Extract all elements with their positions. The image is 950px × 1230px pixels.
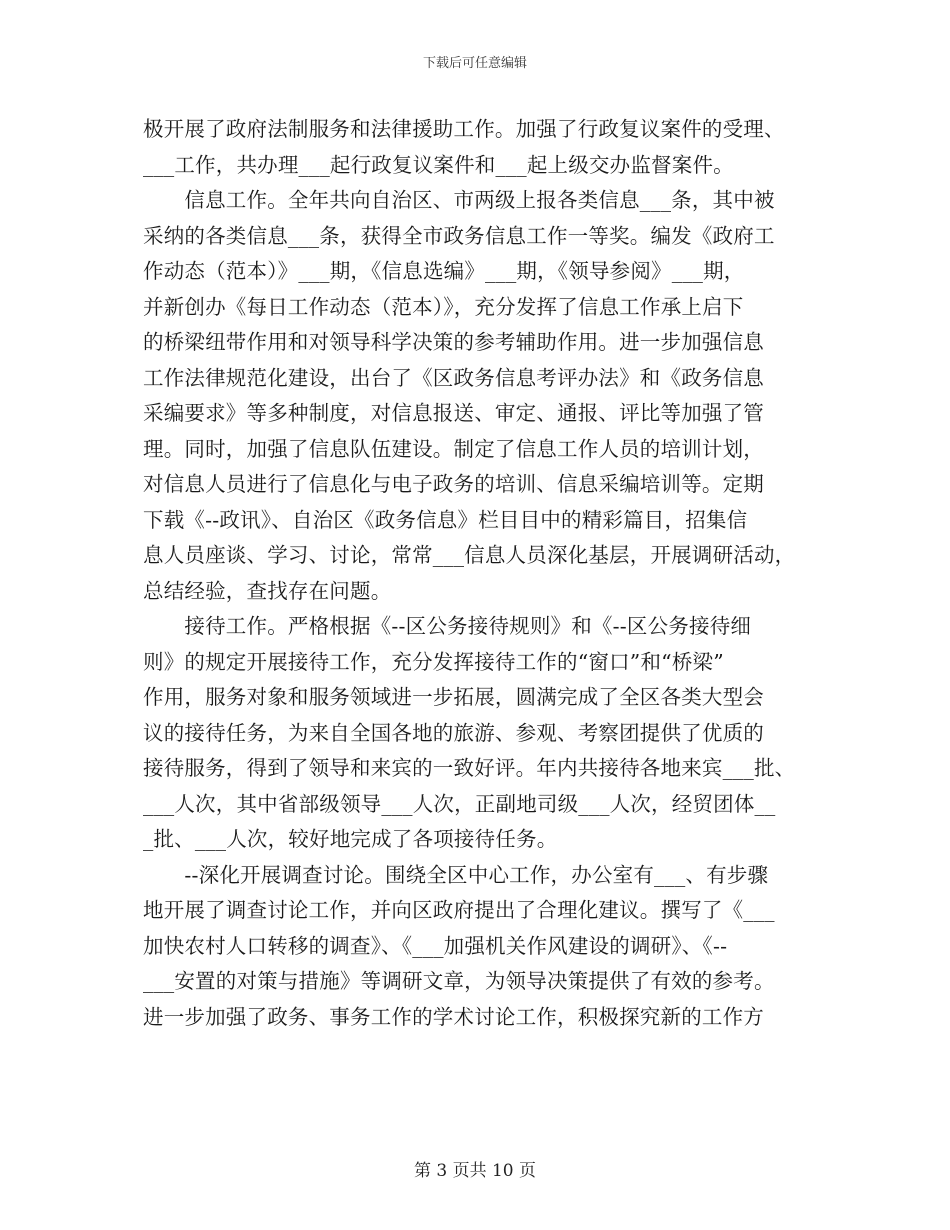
- page-number-footer: 第 3 页共 10 页: [413, 1161, 537, 1181]
- text-line: 对信息人员进行了信息化与电子政务的培训、信息采编培训等。定期: [143, 472, 764, 496]
- text-line: 采编要求》等多种制度，对信息报送、审定、通报、评比等加强了管: [143, 401, 764, 425]
- text-line: ___安置的对策与措施》等调研文章，为领导决策提供了有效的参考。: [143, 969, 775, 993]
- text-line: 则》的规定开展接待工作，充分发挥接待工作的“窗口”和“桥梁”: [143, 649, 724, 674]
- text-line: 极开展了政府法制服务和法律援助工作。加强了行政复议案件的受理、: [143, 117, 785, 141]
- document-body: [143, 112, 813, 1035]
- text-line: 地开展了调查讨论工作，并向区政府提出了合理化建议。撰写了《___: [143, 898, 775, 922]
- text-line: 接待工作。严格根据《--区公务接待规则》和《--区公务接待细: [143, 614, 752, 638]
- text-line: 的桥梁纽带作用和对领导科学决策的参考辅助作用。进一步加强信息: [143, 330, 764, 354]
- text-line: 总结经验，查找存在问题。: [143, 578, 392, 603]
- text-line: 加快农村人口转移的调查》、《___加强机关作风建设的调研》、《--: [143, 933, 728, 958]
- text-line: 作用，服务对象和服务领域进一步拓展，圆满完成了全区各类大型会: [143, 685, 764, 709]
- text-line: 接待服务，得到了领导和来宾的一致好评。年内共接待各地来宾___批、: [143, 756, 796, 780]
- text-line: 并新创办《每日工作动态（范本）》，充分发挥了信息工作承上启下: [143, 294, 744, 319]
- text-line: 理。同时，加强了信息队伍建设。制定了信息工作人员的培训计划，: [143, 436, 764, 461]
- text-line: ___工作，共办理___起行政复议案件和___起上级交办监督案件。: [143, 152, 734, 177]
- text-line: 工作法律规范化建设，出台了《区政务信息考评办法》和《政务信息: [143, 365, 764, 390]
- text-line: 息人员座谈、学习、讨论，常常___信息人员深化基层，开展调研活动，: [143, 543, 796, 567]
- text-line: 信息工作。全年共向自治区、市两级上报各类信息___条，其中被: [143, 188, 775, 212]
- text-line: 下载《--政讯》、自治区《政务信息》栏目目中的精彩篇目，招集信: [143, 507, 748, 532]
- text-line: _批、___人次，较好地完成了各项接待任务。: [143, 827, 558, 851]
- text-line: 进一步加强了政务、事务工作的学术讨论工作，积极探究新的工作方: [143, 1004, 764, 1029]
- text-line: 采纳的各类信息___条，获得全市政务信息工作一等奖。编发《政府工: [143, 223, 775, 248]
- text-line: 议的接待任务，为来自全国各地的旅游、参观、考察团提供了优质的: [143, 720, 764, 745]
- text-line: ___人次，其中省部级领导___人次，正副地司级___人次，经贸团体__: [143, 791, 776, 816]
- text-line: 作动态（范本）》___期，《信息选编》___期，《领导参阅》___期，: [143, 259, 745, 283]
- page-header: 下载后可任意编辑: [422, 56, 527, 71]
- text-line: --深化开展调查讨论。围绕全区中心工作，办公室有___、有步骤: [143, 862, 769, 887]
